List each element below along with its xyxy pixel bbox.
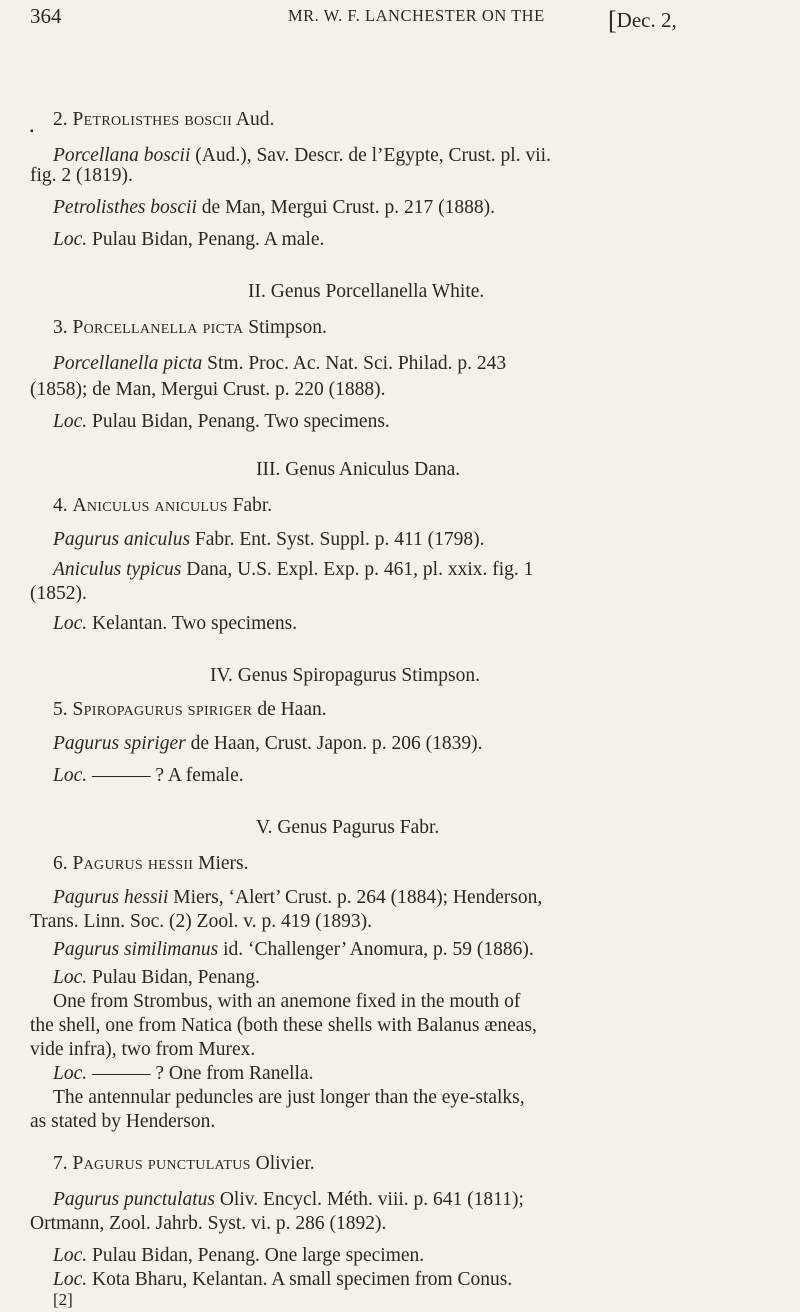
genus-heading: IV. Genus Spiropagurus Stimpson. [210,665,480,686]
species-number: 2. [53,109,68,130]
margin-mark: ▪ [30,126,34,137]
species-number: 3. [53,317,68,338]
species-epithet: punctulatus [147,1153,251,1174]
species-number: 4. [53,495,68,516]
reference-line [30,582,800,606]
reference-text: Fabr. Ent. Syst. Suppl. p. 411 (1798). [190,529,485,550]
locality-text: Pulau Bidan, Penang. One large specimen. [92,1245,425,1266]
species-epithet: boscii [184,109,233,130]
note-line: The antennular peduncles are just longer than the eye-stalks, [53,1087,525,1108]
loc-label: Loc. [53,411,88,432]
loc-label: Loc. [53,1269,88,1290]
locality-line [53,966,800,990]
running-title: MR. W. F. LANCHESTER ON THE [288,6,545,25]
species-genus: Pagurus [72,1153,144,1174]
locality-line [53,612,800,636]
reference-text: (Aud.), Sav. Descr. de l’Egypte, Crust. pl. vii. [190,145,551,166]
taxon-name: Pagurus aniculus [53,529,191,550]
species-genus: Porcellanella [72,317,198,338]
species-author: Fabr. [232,495,273,516]
reference-text: de Haan, Crust. Japon. p. 206 (1839). [185,733,483,754]
reference-text: id. ‘Challenger’ Anomura, p. 59 (1886). [218,939,534,960]
reference-line [53,196,800,220]
reference-line [53,886,800,910]
genus-heading: II. Genus Porcellanella White. [248,281,485,302]
signature-mark: [2] [53,1290,73,1309]
species-heading [53,1152,800,1176]
species-number: 6. [53,853,68,874]
reference-line [53,1188,800,1212]
reference-line [30,378,800,402]
note-line: as stated by Henderson. [30,1111,216,1132]
species-number: 5. [53,699,68,720]
reference-text: Ortmann, Zool. Jahrb. Syst. vi. p. 286 (1892). [30,1213,387,1234]
reference-text: Trans. Linn. Soc. (2) Zool. v. p. 419 (1893). [30,911,372,932]
taxon-name: Pagurus punctulatus [53,1189,215,1210]
genus-heading: III. Genus Aniculus Dana. [256,459,461,480]
loc-label: Loc. [53,229,88,250]
running-date-text: Dec. 2, [616,8,677,32]
taxon-name: Pagurus spiriger [53,733,186,754]
reference-text: Stm. Proc. Ac. Nat. Sci. Philad. p. 243 [202,353,507,374]
species-author: Miers. [198,853,249,874]
locality-text: Pulau Bidan, Penang. Two specimens. [92,411,390,432]
species-heading [53,698,800,722]
note-line: vide infra), two from Murex. [30,1039,256,1060]
reference-line [53,528,800,552]
locality-line [53,764,800,788]
loc-label: Loc. [53,967,88,988]
taxon-name: Pagurus hessii [53,887,169,908]
reference-line [30,164,800,188]
species-epithet: picta [202,317,244,338]
locality-text: Pulau Bidan, Penang. A male. [92,229,325,250]
species-epithet: spiriger [187,699,253,720]
species-heading [53,494,800,518]
locality-text: Pulau Bidan, Penang. [92,967,260,988]
species-author: Aud. [235,109,275,130]
species-genus: Aniculus [72,495,150,516]
species-genus: Spiropagurus [72,699,183,720]
species-epithet: hessii [147,853,194,874]
species-author: Stimpson. [248,317,327,338]
loc-label: Loc. [53,613,88,634]
taxon-name: Aniculus typicus [53,559,182,580]
reference-text: Dana, U.S. Expl. Exp. p. 461, pl. xxix. fig. 1 [181,559,534,580]
note-line: the shell, one from Natica (both these shells with Balanus æneas, [30,1015,537,1036]
loc-label: Loc. [53,1063,88,1084]
note-line: One from Strombus, with an anemone fixed in the mouth of [53,991,521,1012]
reference-text: fig. 2 (1819). [30,165,133,186]
species-author: de Haan. [257,699,327,720]
reference-line [30,1212,800,1236]
species-heading [53,316,800,340]
reference-text: (1858); de Man, Mergui Crust. p. 220 (1888). [30,379,386,400]
species-genus: Pagurus [72,853,144,874]
taxon-name: Petrolisthes boscii [53,197,197,218]
page-number: 364 [30,4,62,28]
taxon-name: Porcellanella picta [53,353,203,374]
locality-line [53,228,800,252]
locality-line [53,1244,800,1268]
reference-line [30,910,800,934]
taxon-name: Porcellana boscii [53,145,191,166]
reference-line [53,732,800,756]
running-date: [Dec. 2, [608,6,677,35]
species-genus: Petrolisthes [72,109,180,130]
reference-line [53,938,800,962]
reference-line [53,352,800,376]
locality-text: Kota Bharu, Kelantan. A small specimen from Conus. [92,1269,513,1290]
species-heading [53,108,800,132]
species-number: 7. [53,1153,68,1174]
reference-text: de Man, Mergui Crust. p. 217 (1888). [196,197,495,218]
locality-text: ——— ? One from Ranella. [92,1063,314,1084]
reference-text: Miers, ‘Alert’ Crust. p. 264 (1884); Henderson, [168,887,543,908]
loc-label: Loc. [53,765,88,786]
reference-line [53,558,800,582]
loc-label: Loc. [53,1245,88,1266]
locality-text: Kelantan. Two specimens. [92,613,298,634]
species-epithet: aniculus [154,495,228,516]
locality-line [53,1062,800,1086]
genus-heading: V. Genus Pagurus Fabr. [256,817,440,838]
reference-text: Oliv. Encycl. Méth. viii. p. 641 (1811); [214,1189,524,1210]
locality-line [53,410,800,434]
taxon-name: Pagurus similimanus [53,939,219,960]
species-author: Olivier. [255,1153,315,1174]
reference-text: (1852). [30,583,87,604]
species-heading [53,852,800,876]
locality-text: ——— ? A female. [92,765,244,786]
